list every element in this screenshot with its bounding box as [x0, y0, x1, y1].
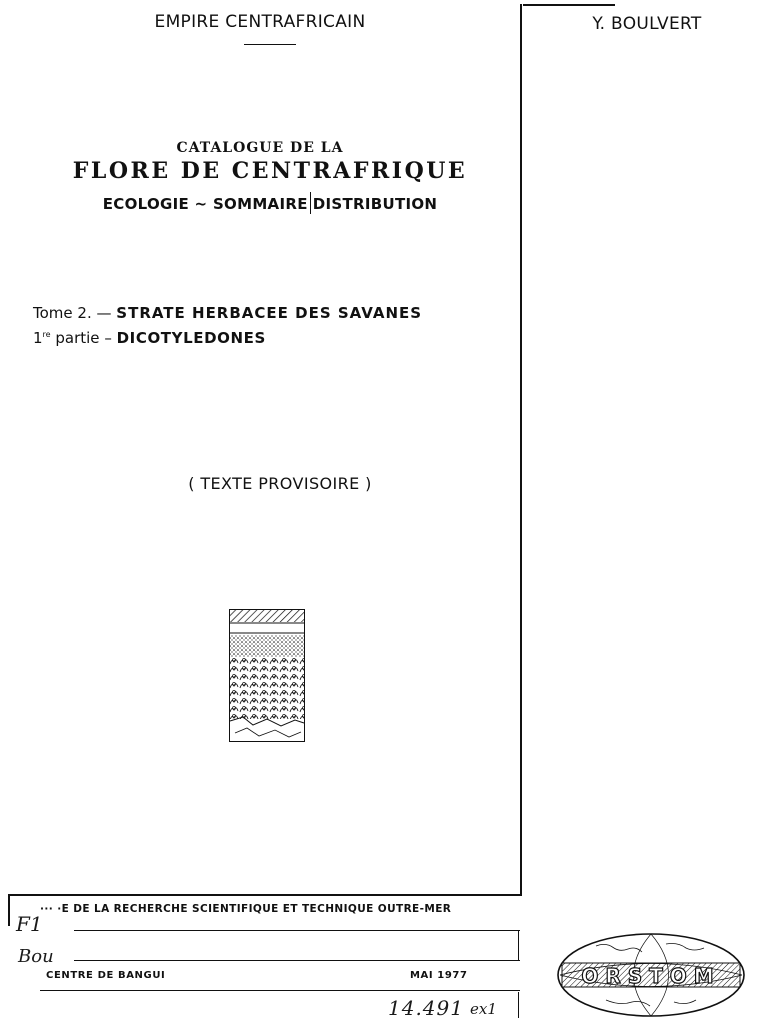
footer-box-right: [518, 930, 519, 960]
institution-prefix: ··· ·E: [40, 903, 70, 915]
handwritten-catalog-number: 14.491: [388, 996, 464, 1020]
orstom-logo: [556, 932, 746, 1018]
handwritten-code: F1: [16, 912, 43, 936]
footer-rule-1: [74, 930, 520, 931]
tome-title: STRATE HERBACEE DES SAVANES: [116, 304, 423, 322]
frame-top-rule: [523, 4, 615, 6]
landscape-emblem: [229, 609, 305, 742]
provisional-note: ( TEXTE PROVISOIRE ): [188, 474, 372, 493]
topics-left: ECOLOGIE ~ SOMMAIRE: [102, 195, 308, 213]
country-underline: [244, 44, 296, 45]
partie-dash: –: [104, 329, 112, 347]
topics-right: DISTRIBUTION: [312, 195, 438, 213]
logo-text: ORSTOM: [581, 964, 721, 988]
catalogue-topics: [0, 192, 540, 214]
frame-divider: [520, 4, 522, 894]
tome-dash: —: [96, 304, 112, 322]
frame-bottom-rule: [8, 894, 522, 896]
topics-separator: [310, 192, 311, 214]
catalogue-subtitle: CATALOGUE DE LA: [176, 140, 344, 156]
catalog-number-divider: [518, 992, 519, 1018]
institution-line: [40, 903, 451, 915]
tome-label: Tome 2.: [33, 304, 92, 322]
tome-line: [33, 304, 422, 322]
handwritten-copy-number: ex1: [470, 1000, 497, 1018]
catalogue-title: FLORE DE CENTRAFRIQUE: [72, 158, 468, 184]
author-name: Y. BOULVERT: [592, 14, 702, 34]
footer-rule-3: [40, 990, 520, 991]
footer-rule-2: [74, 960, 520, 961]
partie-number: 1: [33, 329, 43, 347]
centre-name: CENTRE DE BANGUI: [46, 970, 166, 981]
partie-title: DICOTYLEDONES: [116, 329, 266, 347]
country-heading: EMPIRE CENTRAFRICAIN: [154, 12, 366, 32]
publication-date: MAI 1977: [410, 970, 468, 981]
partie-line: [33, 329, 266, 347]
institution-name: DE LA RECHERCHE SCIENTIFIQUE ET TECHNIQUE OUTRE-MER: [73, 903, 452, 915]
partie-sup: re: [42, 330, 51, 339]
partie-label: partie: [55, 329, 100, 347]
footer-left-rule: [8, 894, 10, 926]
handwritten-abbrev: Bou: [18, 946, 54, 967]
